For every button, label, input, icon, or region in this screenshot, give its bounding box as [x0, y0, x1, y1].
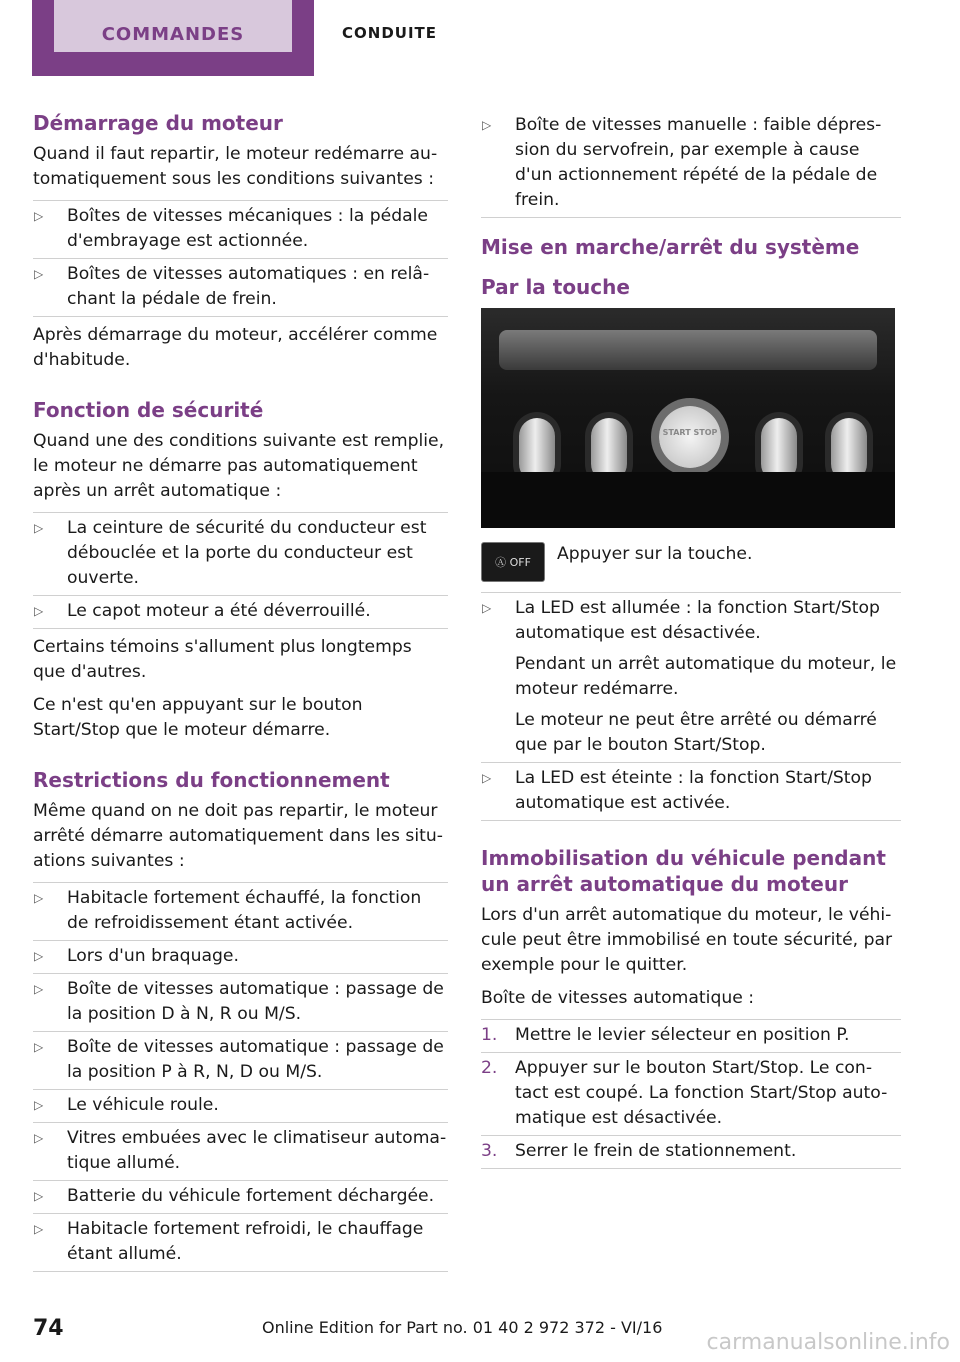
paragraph-appuyer: Appuyer sur la touche. — [557, 544, 753, 564]
step-item — [481, 1052, 901, 1135]
step-text: Serrer le frein de stationnement. — [515, 1141, 797, 1161]
list-demarrage — [33, 200, 448, 317]
step-text: Mettre le levier sélecteur en position P. — [515, 1025, 850, 1045]
watermark: carmanualsonline.info — [706, 1330, 950, 1355]
right-column — [481, 110, 901, 1175]
list-top — [481, 110, 901, 218]
list-item: ▷ Boîte de vitesses automatique : passage de la position P à R, N, D ou M/S. — [33, 1031, 448, 1089]
start-stop-button: START STOP — [659, 406, 721, 468]
led-on-text: La LED est allumée : la fonction Start/Stop automatique est désactivée. — [515, 598, 880, 643]
key-description — [481, 542, 901, 582]
paragraph-immobilisation: Lors d'un arrêt automatique du moteur, le véhi-cule peut être immobilisé en toute sécurité, par exemple pour le quitter. — [481, 905, 893, 975]
console-tray — [481, 472, 895, 528]
list-item: ▷ Boîtes de vitesses mécaniques : la pédale d'embrayage est actionnée. — [33, 200, 448, 258]
list-item: ▷ Boîtes de vitesses automatiques : en relâ-chant la pédale de frein. — [33, 258, 448, 317]
heading-securite: Fonction de sécurité — [33, 398, 264, 422]
heading-restrictions: Restrictions du fonctionnement — [33, 768, 390, 792]
heading-demarrage: Démarrage du moteur — [33, 111, 283, 135]
tab-commandes-label: COMMANDES — [54, 0, 292, 52]
paragraph-restrictions: Même quand on ne doit pas repartir, le moteur arrêté démarre automatiquement dans les situ-ations suivantes : — [33, 801, 443, 871]
list-item: ▷ Boîte de vitesses manuelle : faible dépres-sion du servofrein, par exemple à cause d'un actionnement répété de la pédale de frein. — [481, 110, 901, 218]
step-text: Appuyer sur le bouton Start/Stop. Le con-tact est coupé. La fonction Start/Stop auto-matique est désactivée. — [515, 1058, 888, 1128]
step-number: 2. — [481, 1058, 498, 1078]
left-column — [33, 110, 448, 1278]
heading-systeme: Mise en marche/arrêt du système — [481, 235, 860, 259]
paragraph-boite: Boîte de vitesses automatique : — [481, 988, 755, 1008]
list-item: ▷ Boîte de vitesses automatique : passage de la position D à N, R ou M/S. — [33, 973, 448, 1031]
step-item — [481, 1135, 901, 1169]
list-item: ▷ Habitacle fortement refroidi, le chauffage étant allumé. — [33, 1213, 448, 1272]
list-item: ▷ Habitacle fortement échauffé, la fonction de refroidissement étant activée. — [33, 882, 448, 940]
paragraph-securite: Quand une des conditions suivante est remplie, le moteur ne démarre pas automatiquement après un arrêt automatique : — [33, 431, 445, 501]
led-on-sub1: Pendant un arrêt automatique du moteur, le moteur redémarre. — [515, 654, 897, 699]
led-on-sub2: Le moteur ne peut être arrêté ou démarré que par le bouton Start/Stop. — [515, 710, 877, 755]
list-securite — [33, 512, 448, 629]
tab-commandes[interactable] — [32, 0, 314, 76]
paragraph-temoins: Certains témoins s'allument plus longtemps que d'autres. — [33, 637, 412, 682]
console-photo — [481, 308, 895, 528]
list-led — [481, 592, 901, 821]
auto-start-stop-off-icon: Ⓐ OFF — [481, 542, 545, 582]
vent-bar — [499, 330, 877, 370]
paragraph-apres: Après démarrage du moteur, accélérer comme d'habitude. — [33, 325, 438, 370]
step-number: 1. — [481, 1025, 498, 1045]
list-item: ▷ Batterie du véhicule fortement déchargée. — [33, 1180, 448, 1213]
steps-list — [481, 1019, 901, 1169]
tab-conduite[interactable]: CONDUITE — [342, 24, 438, 42]
list-item: ▷ Le véhicule roule. — [33, 1089, 448, 1122]
step-number: 3. — [481, 1141, 498, 1161]
edition-footer: Online Edition for Part no. 01 40 2 972 372 - VI/16 — [262, 1318, 663, 1337]
list-restrictions — [33, 882, 448, 1272]
list-item — [481, 592, 901, 762]
heading-touche: Par la touche — [481, 275, 630, 299]
heading-immobilisation: Immobilisation du véhicule pendant un arrêt automatique du moteur — [481, 846, 886, 896]
step-item — [481, 1019, 901, 1052]
list-item: ▷ Vitres embuées avec le climatiseur automa-tique allumé. — [33, 1122, 448, 1180]
list-item: ▷ La LED est éteinte : la fonction Start/Stop automatique est activée. — [481, 762, 901, 821]
list-item: ▷ Lors d'un braquage. — [33, 940, 448, 973]
list-item: ▷ La ceinture de sécurité du conducteur est débouclée et la porte du conducteur est ouverte. — [33, 512, 448, 595]
list-item: ▷ Le capot moteur a été déverrouillé. — [33, 595, 448, 629]
paragraph-demarrage: Quand il faut repartir, le moteur redémarre au-tomatiquement sous les conditions suivantes : — [33, 144, 438, 189]
paragraph-bouton: Ce n'est qu'en appuyant sur le bouton Start/Stop que le moteur démarre. — [33, 695, 363, 740]
page-number: 74 — [33, 1316, 64, 1341]
